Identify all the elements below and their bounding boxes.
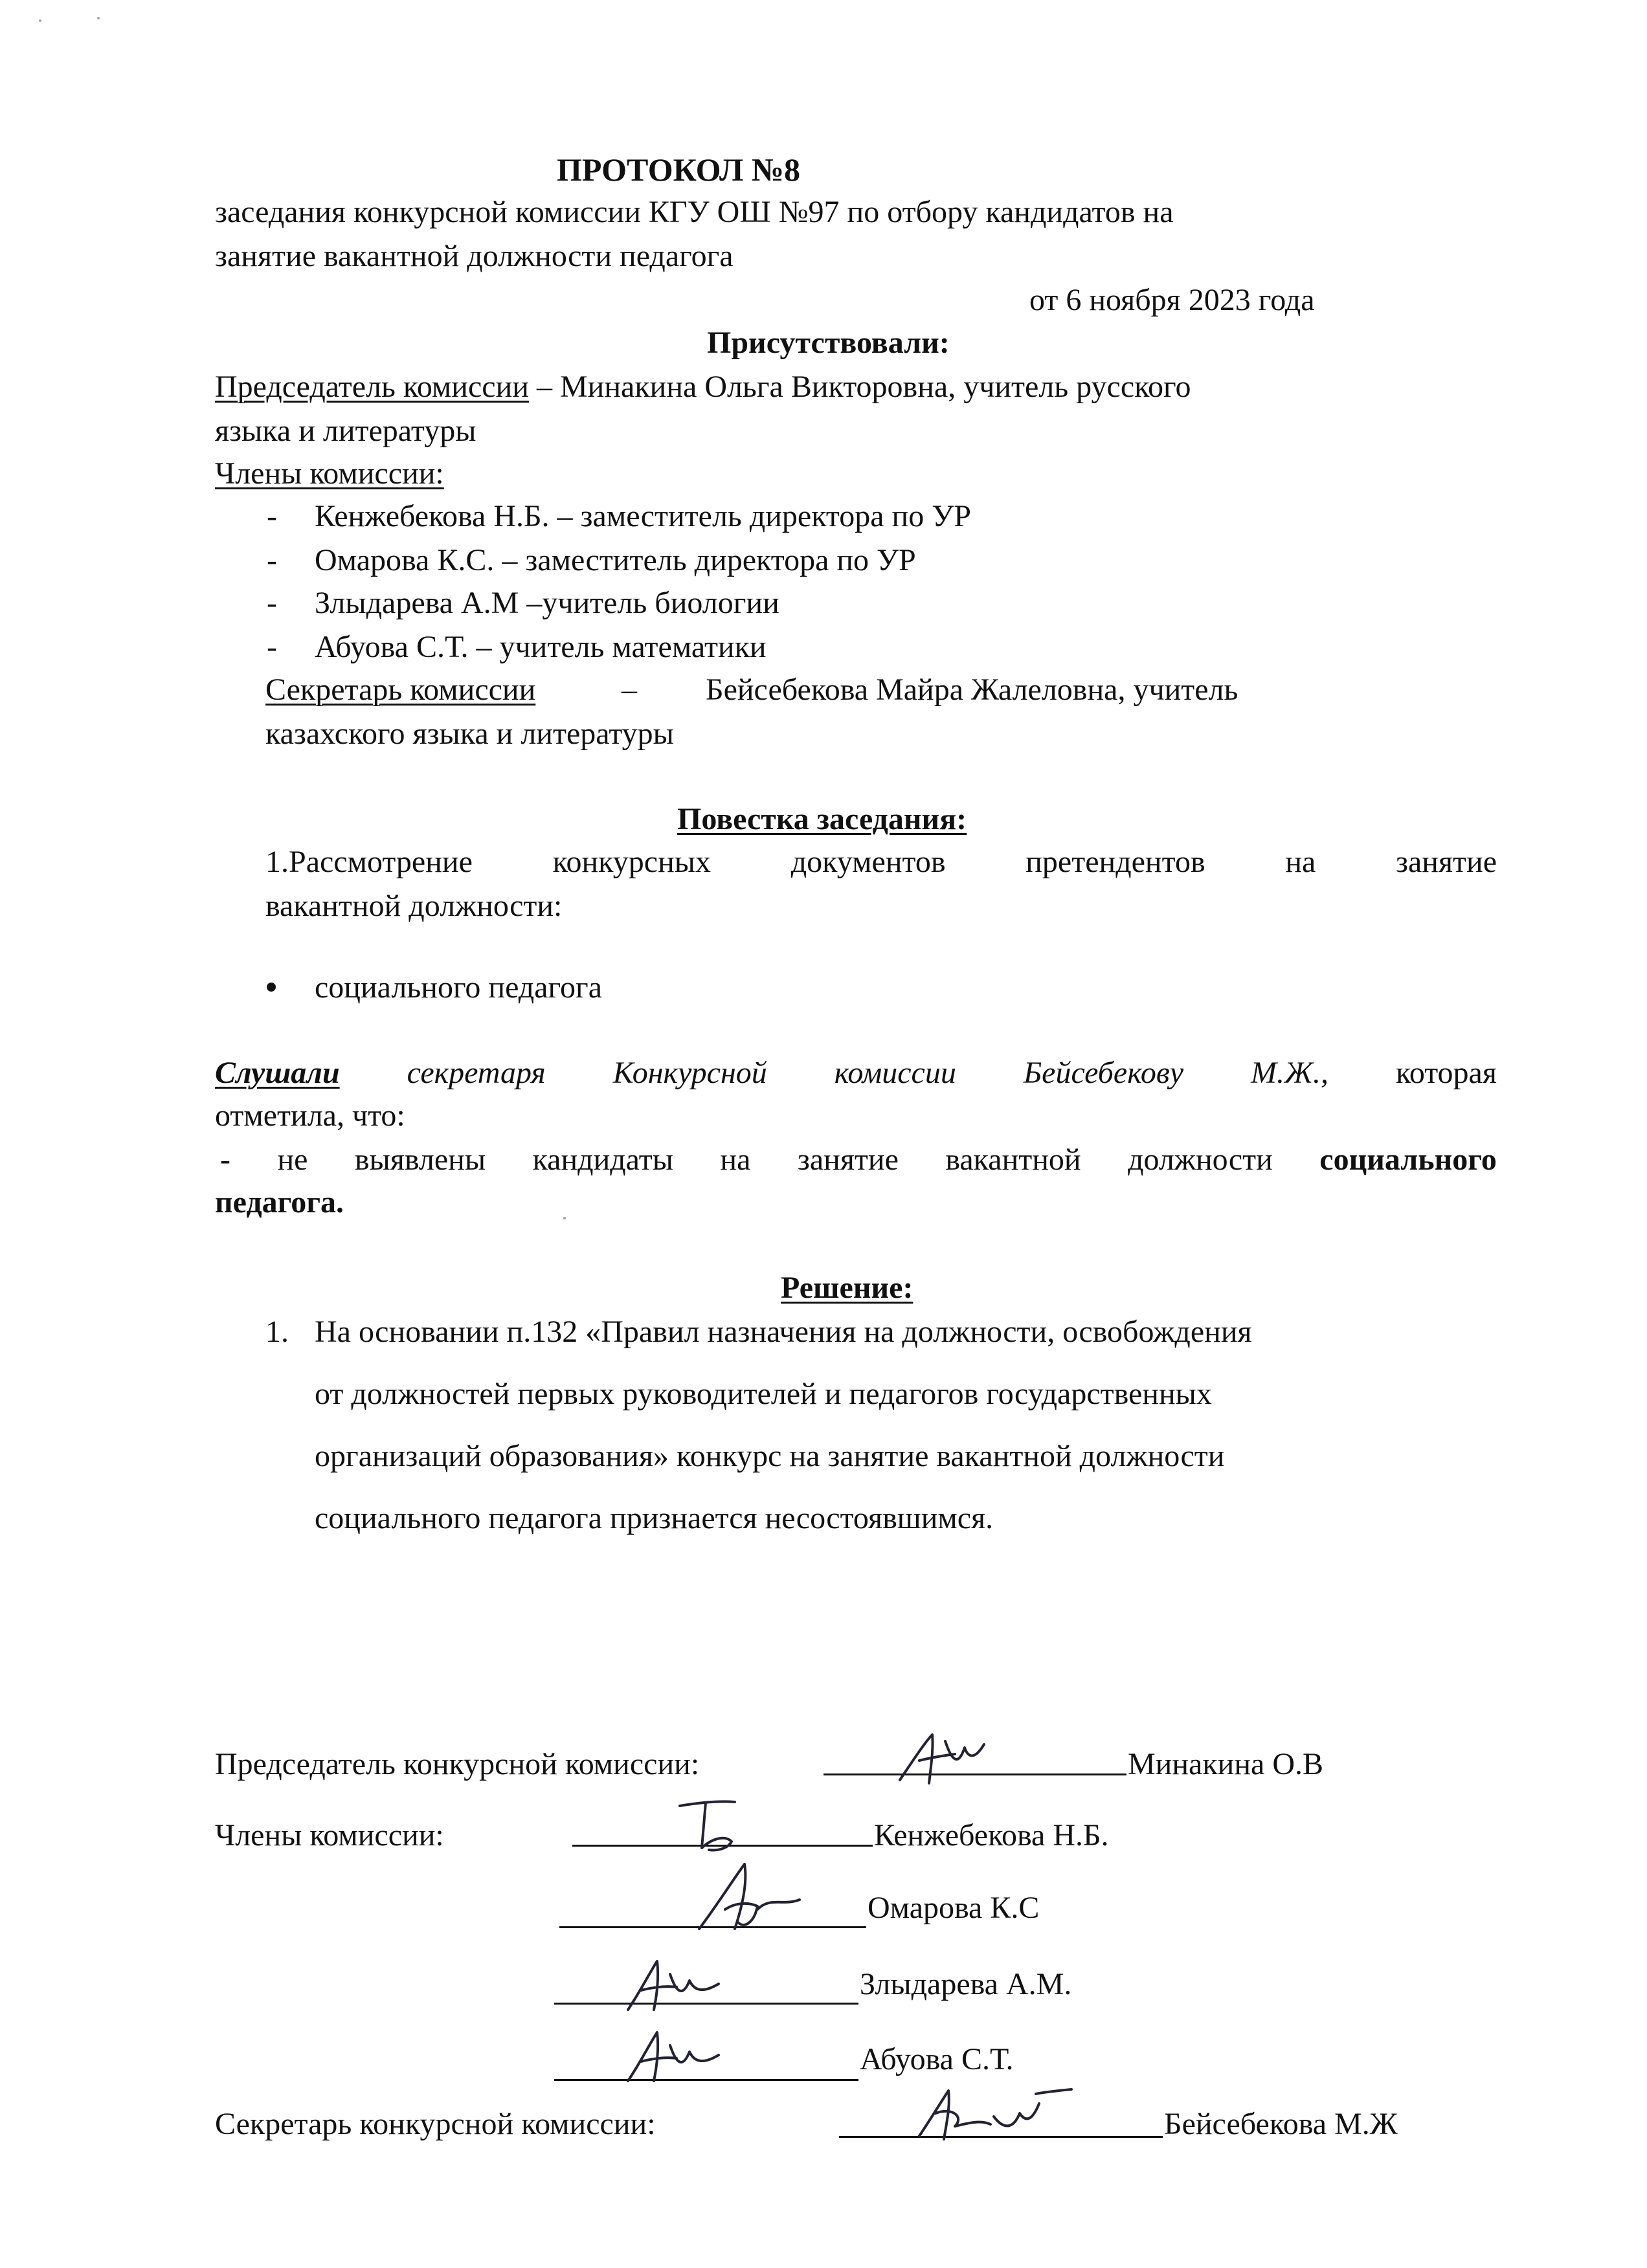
heard-word: занятие <box>797 1142 899 1177</box>
heard-line-3 <box>220 1140 1497 1179</box>
heard-word: секретаря <box>407 1056 546 1090</box>
agenda-word: на <box>1285 845 1316 879</box>
member-dash: - <box>267 499 277 533</box>
secretary-dash: – <box>622 673 637 707</box>
chair-text: – Минакина Ольга Викторовна, учитель русского <box>528 370 1191 404</box>
heard-word: Конкурсной <box>612 1056 767 1090</box>
scan-speck <box>39 19 41 22</box>
agenda-item-1-line-2: вакантной должности: <box>265 889 563 923</box>
secretary-text-2: казахского языка и литературы <box>265 717 674 751</box>
sign-secretary-label: Секретарь конкурсной комиссии: <box>215 2107 656 2141</box>
heard-word: М.Ж., <box>1251 1056 1328 1090</box>
heard-bold-word: социального <box>1319 1142 1497 1177</box>
chair-label: Председатель комиссии <box>215 370 529 404</box>
decision-heading: Решение: <box>781 1271 913 1305</box>
heard-word: выявлены <box>354 1142 486 1177</box>
sign-chair-name: Минакина О.В <box>1128 1747 1324 1781</box>
sign-members-label: Члены комиссии: <box>215 1818 444 1852</box>
sign-chair-label: Председатель конкурсной комиссии: <box>215 1747 700 1781</box>
chair-signature <box>893 1722 997 1793</box>
heard-word: кандидаты <box>532 1142 673 1177</box>
chair-line-2: языка и литературы <box>215 414 476 448</box>
decision-number: 1. <box>265 1315 289 1349</box>
decision-line: от должностей первых руководителей и педагогов государственных <box>315 1377 1212 1411</box>
heard-word: не <box>277 1142 308 1177</box>
member-signature <box>686 1851 816 1942</box>
agenda-heading: Повестка заседания: <box>677 802 967 836</box>
heard-word: на <box>720 1142 751 1177</box>
sign-member-name: Омарова К.С <box>868 1891 1040 1925</box>
decision-line: На основании п.132 «Правил назначения на должности, освобождения <box>315 1315 1252 1349</box>
agenda-word: документов <box>790 845 946 879</box>
heard-word: - <box>220 1142 230 1177</box>
document-title: ПРОТОКОЛ №8 <box>557 151 801 188</box>
member-dash: - <box>267 543 277 577</box>
member-item: Кенжебекова Н.Б. – заместитель директора по УР <box>315 499 971 533</box>
agenda-word: конкурсных <box>552 845 711 879</box>
scan-speck <box>97 17 100 19</box>
agenda-word: занятие <box>1396 845 1497 879</box>
heard-line-4: педагога. <box>215 1185 344 1219</box>
bullet-dot <box>267 983 276 992</box>
secretary-label: Секретарь комиссии <box>265 673 536 707</box>
heard-label: Слушали <box>215 1056 340 1090</box>
member-dash: - <box>267 586 277 620</box>
member-item: Злыдарева А.М –учитель биологии <box>315 586 779 620</box>
member-signature <box>622 2019 732 2091</box>
heard-word: комиссии <box>834 1056 956 1090</box>
agenda-item-1 <box>265 843 1497 882</box>
agenda-bullet-item: социального педагога <box>315 970 602 1005</box>
secretary-signature <box>906 2078 1075 2149</box>
agenda-word: 1.Рассмотрение <box>265 845 473 879</box>
document-date: от 6 ноября 2023 года <box>1029 283 1315 317</box>
sign-member-name: Кенжебекова Н.Б. <box>874 1818 1109 1852</box>
member-signature <box>673 1793 764 1858</box>
decision-line: социального педагога признается несостоявшимся. <box>315 1501 994 1535</box>
sign-member-name: Злыдарева А.М. <box>860 1967 1072 2001</box>
document-subtitle: занятие вакантной должности педагога <box>215 239 734 273</box>
heard-word: вакантной <box>945 1142 1081 1177</box>
sign-secretary-name: Бейсебекова М.Ж <box>1164 2107 1398 2141</box>
member-signature <box>622 1948 732 2019</box>
heard-line-2: отметила, что: <box>215 1098 405 1133</box>
decision-line: организаций образования» конкурс на занятие вакантной должности <box>315 1439 1225 1473</box>
heard-word: которая <box>1395 1056 1497 1090</box>
document-subtitle: заседания конкурсной комиссии КГУ ОШ №97 по отбору кандидатов на <box>215 195 1174 229</box>
heard-line-1 <box>215 1054 1497 1093</box>
member-item: Омарова К.С. – заместитель директора по УР <box>315 543 916 577</box>
heard-word: Бейсебекову <box>1023 1056 1183 1090</box>
members-label: Члены комиссии: <box>215 456 444 491</box>
member-dash: - <box>267 630 277 664</box>
member-item: Абуова С.Т. – учитель математики <box>315 630 767 664</box>
agenda-word: претендентов <box>1025 845 1205 879</box>
present-heading: Присутствовали: <box>707 326 950 360</box>
heard-word: должности <box>1128 1142 1273 1177</box>
chair-line <box>215 368 1191 406</box>
sign-member-name: Абуова С.Т. <box>860 2042 1014 2076</box>
scan-speck <box>563 1217 566 1219</box>
secretary-text: Бейсебекова Майра Жалеловна, учитель <box>706 673 1238 707</box>
